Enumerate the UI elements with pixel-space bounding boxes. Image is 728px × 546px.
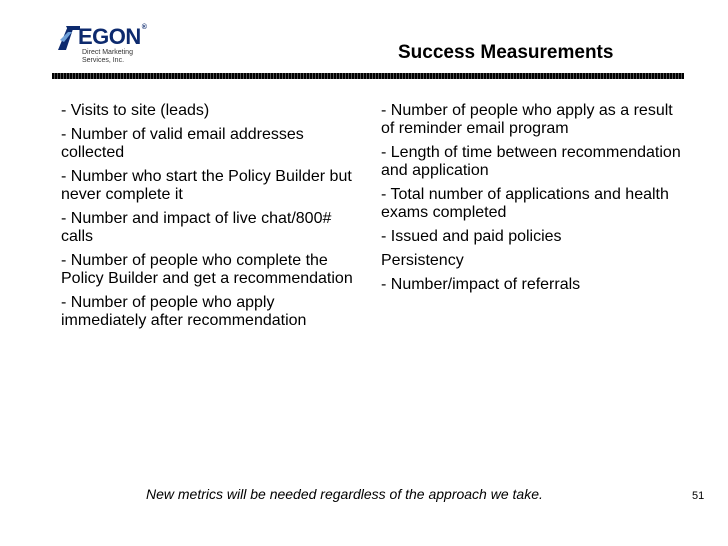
metric-item: Persistency bbox=[381, 252, 464, 269]
aegon-logo bbox=[58, 22, 168, 72]
metric-item: - Number of people who apply immediately after recommendation bbox=[61, 294, 307, 329]
metric-item: - Number of people who apply as a result of reminder email program bbox=[381, 102, 673, 137]
metric-item: - Number of people who complete the Policy Builder and get a recommendation bbox=[61, 252, 353, 287]
metric-item: - Issued and paid policies bbox=[381, 228, 562, 245]
logo-subtitle: Direct Marketing Services, Inc. bbox=[82, 49, 133, 64]
metric-item: - Number who start the Policy Builder but never complete it bbox=[61, 168, 352, 203]
title-divider bbox=[52, 73, 684, 79]
page-number: 51 bbox=[692, 490, 705, 502]
metric-item: - Number and impact of live chat/800# calls bbox=[61, 210, 332, 245]
metric-item: - Number of valid email addresses collected bbox=[61, 126, 304, 161]
metric-item: - Number/impact of referrals bbox=[381, 276, 581, 293]
footer-note: New metrics will be needed regardless of the approach we take. bbox=[146, 486, 543, 502]
metric-item: - Total number of applications and health exams completed bbox=[381, 186, 669, 221]
logo-wordmark: EGON® bbox=[78, 24, 147, 49]
left-metrics-list bbox=[61, 102, 361, 336]
aegon-logo-mark-icon bbox=[58, 24, 80, 50]
metric-item: - Length of time between recommendation and application bbox=[381, 144, 681, 179]
slide-title: Success Measurements bbox=[398, 42, 614, 63]
metric-item: - Visits to site (leads) bbox=[61, 102, 210, 119]
right-metrics-list bbox=[381, 102, 681, 300]
